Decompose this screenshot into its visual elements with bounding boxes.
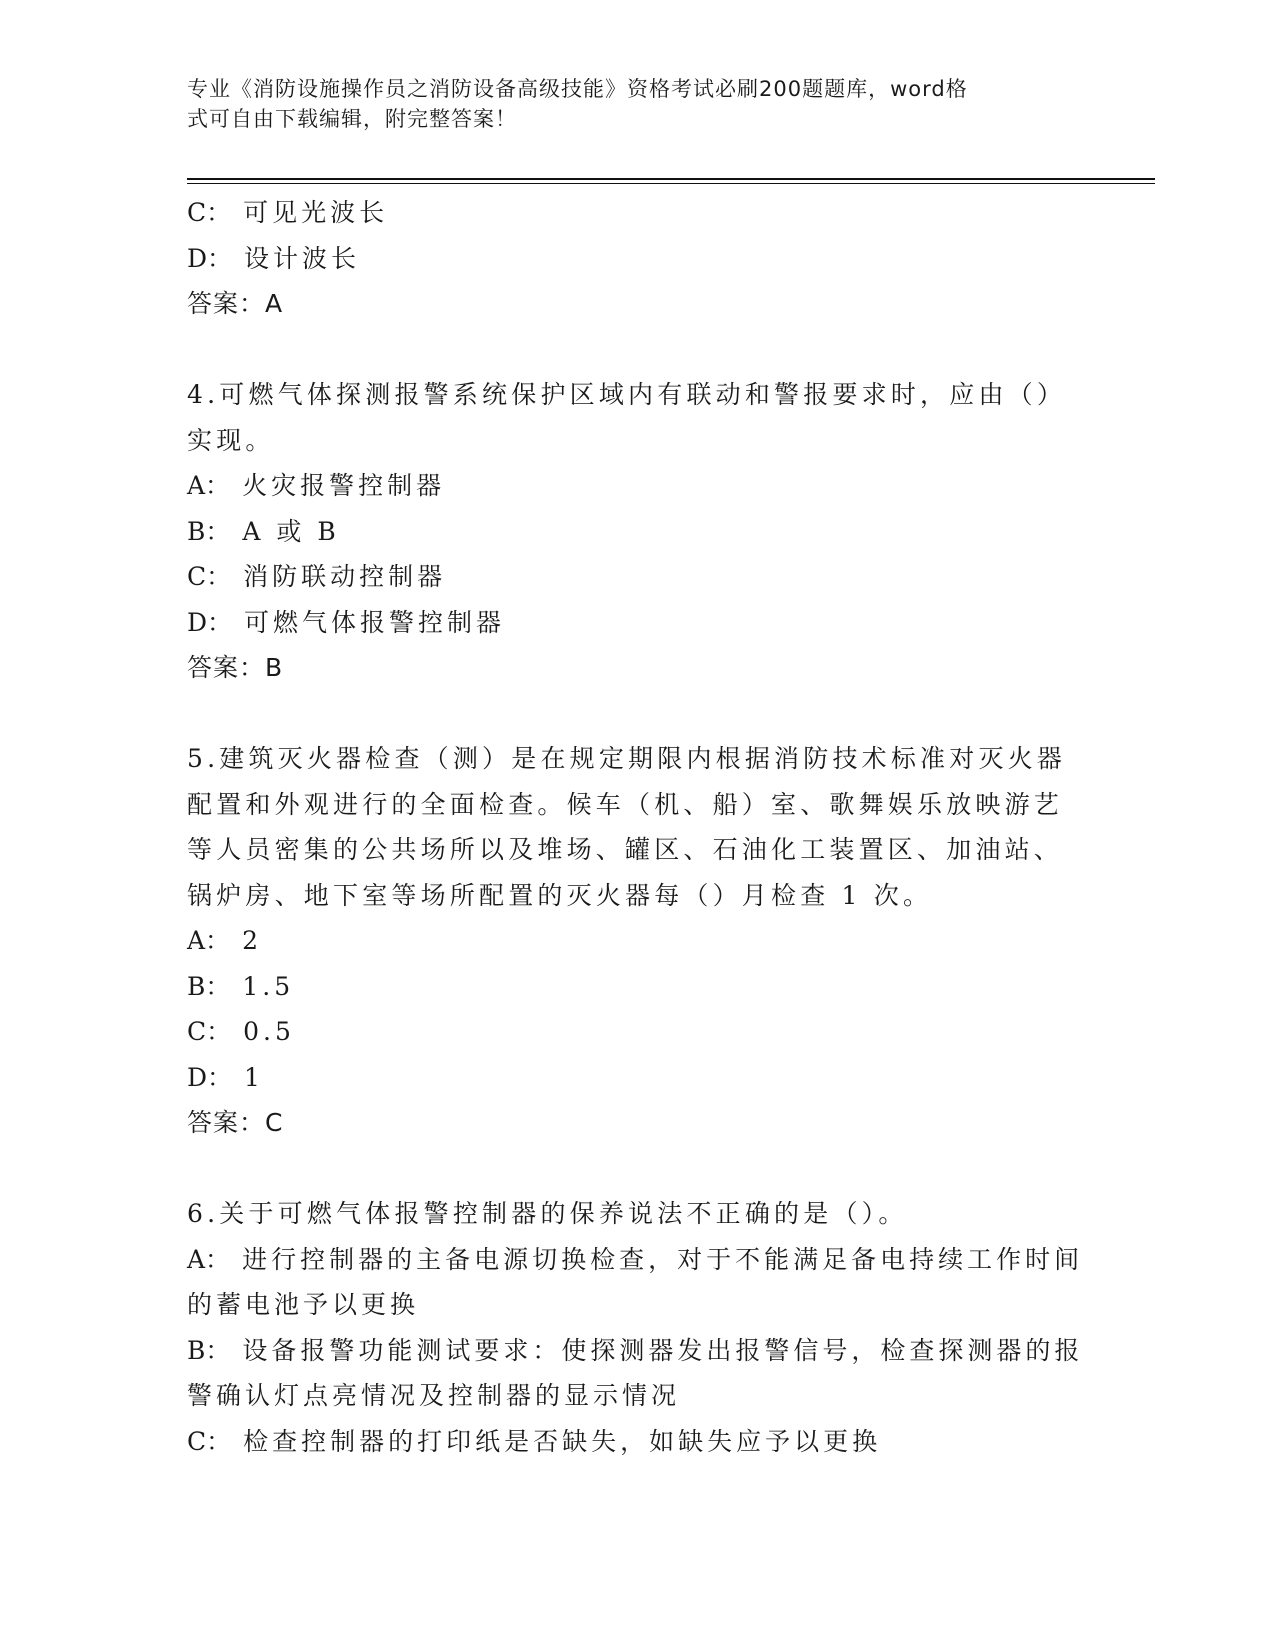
- question-stem-line: 5.建筑灭火器检查（测）是在规定期限内根据消防技术标准对灭火器: [187, 744, 1067, 773]
- option-label: C：: [187, 198, 232, 227]
- spacer: [187, 1146, 1087, 1192]
- option-label: D：: [187, 1062, 233, 1092]
- option-a: [187, 1237, 1087, 1283]
- header-line-2: 式可自由下载编辑，附完整答案！: [187, 107, 517, 131]
- option-text: 火灾报警控制器: [242, 471, 446, 500]
- option-text: A 或 B: [242, 516, 340, 546]
- option-a: [187, 918, 1087, 964]
- option-c: [187, 1009, 1087, 1055]
- option-label: C：: [187, 1017, 232, 1046]
- option-label: A：: [187, 926, 231, 955]
- option-label: A：: [187, 1244, 231, 1274]
- option-text: 检查控制器的打印纸是否缺失，如缺失应予以更换: [243, 1426, 882, 1456]
- question-stem-line: 配置和外观进行的全面检查。候车（机、船）室、歌舞娱乐放映游艺: [187, 789, 1064, 819]
- question-stem-line: 6.关于可燃气体报警控制器的保养说法不正确的是（）。: [187, 1199, 908, 1228]
- option-label: B：: [187, 1335, 231, 1365]
- document-header: [187, 74, 1077, 134]
- option-continuation: 警确认灯点亮情况及控制器的显示情况: [187, 1381, 681, 1410]
- option-label: D：: [187, 607, 233, 637]
- answer: 答案：A: [187, 289, 284, 318]
- option-d: [187, 600, 1087, 646]
- document-body: [187, 190, 1087, 1464]
- option-a: [187, 463, 1087, 509]
- question-stem-line: 4.可燃气体探测报警系统保护区域内有联动和警报要求时，应由（）: [187, 380, 1067, 409]
- header-rule-thin: [187, 183, 1155, 184]
- option-text: 设计波长: [244, 243, 361, 273]
- option-b: [187, 964, 1087, 1010]
- question-stem-line: 实现。: [187, 425, 275, 455]
- option-label: A：: [187, 471, 231, 500]
- option-b: [187, 509, 1087, 555]
- answer: 答案：B: [187, 653, 284, 682]
- option-c: [187, 554, 1087, 600]
- option-text: 可燃气体报警控制器: [244, 607, 506, 637]
- option-label: B：: [187, 516, 231, 546]
- option-text: 1: [244, 1062, 264, 1092]
- option-d: [187, 1055, 1087, 1101]
- spacer: [187, 327, 1087, 373]
- option-text: 0.5: [243, 1017, 295, 1046]
- option-text: 可见光波长: [243, 198, 389, 227]
- answer: 答案：C: [187, 1108, 284, 1137]
- header-rule-thick: [187, 178, 1155, 180]
- option-text: 进行控制器的主备电源切换检查，对于不能满足备电持续工作时间: [242, 1244, 1084, 1274]
- option-label: C：: [187, 562, 232, 591]
- header-line-1: 专业《消防设施操作员之消防设备高级技能》资格考试必刷200题题库，word格: [187, 77, 968, 101]
- option-label: D：: [187, 243, 233, 273]
- question-stem-line: 锅炉房、地下室等场所配置的灭火器每（）月检查 1 次。: [187, 880, 933, 910]
- option-b: [187, 1328, 1087, 1374]
- option-continuation: 的蓄电池予以更换: [187, 1290, 420, 1319]
- option-d: [187, 236, 1087, 282]
- option-text: 2: [242, 926, 262, 955]
- option-label: C：: [187, 1426, 232, 1456]
- option-c: [187, 190, 1087, 236]
- option-text: 消防联动控制器: [243, 562, 447, 591]
- option-text: 设备报警功能测试要求：使探测器发出报警信号，检查探测器的报: [242, 1335, 1084, 1365]
- spacer: [187, 691, 1087, 737]
- question-stem-line: 等人员密集的公共场所以及堆场、罐区、石油化工装置区、加油站、: [187, 835, 1064, 864]
- option-label: B：: [187, 971, 231, 1001]
- option-c: [187, 1419, 1087, 1465]
- option-text: 1.5: [242, 971, 295, 1001]
